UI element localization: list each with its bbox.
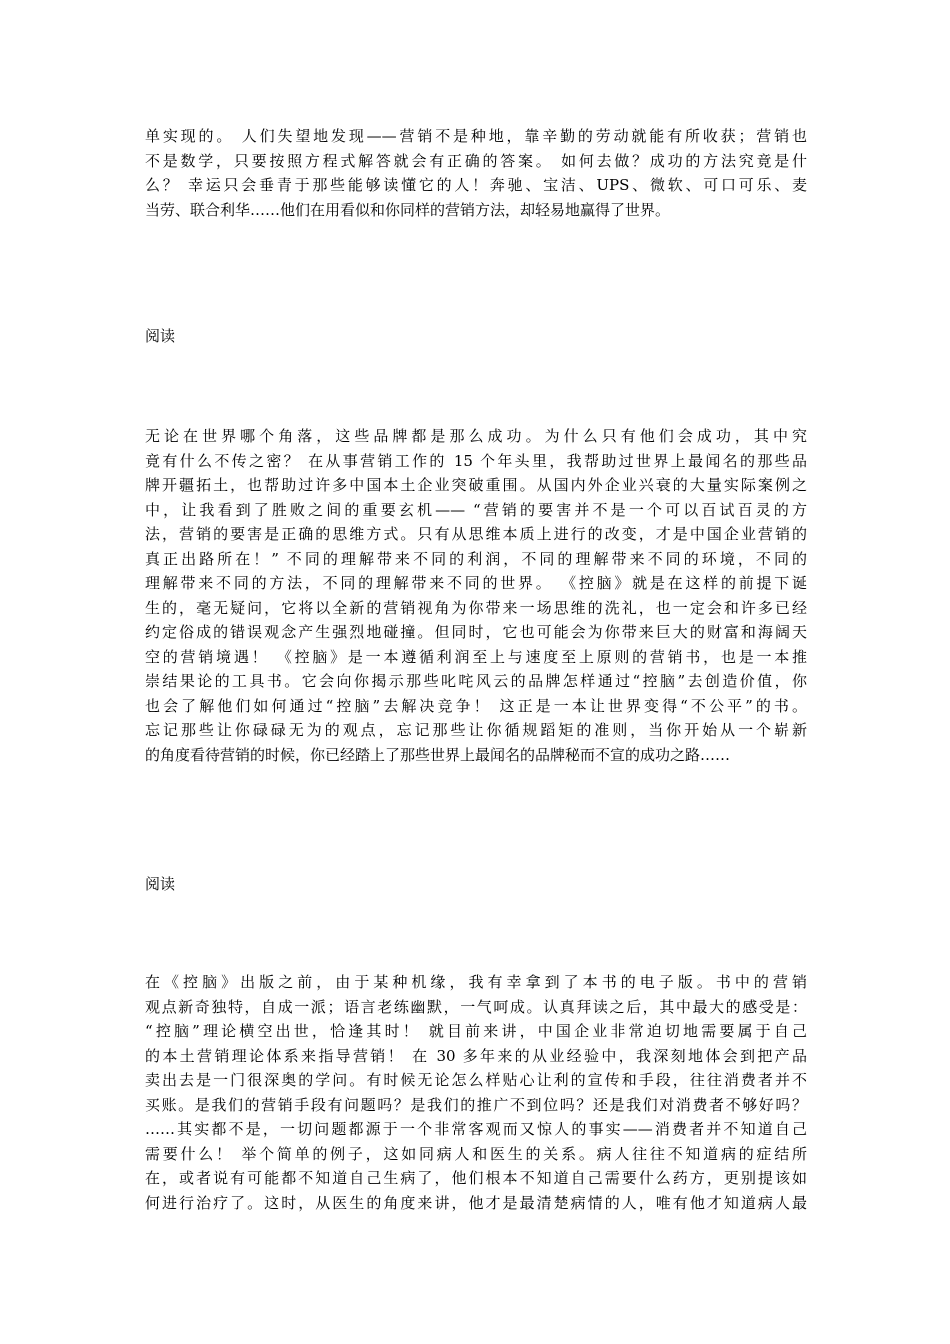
text-line: 的本土营销理论体系来指导营销！ 在 30 多年来的从业经验中，我深刻地体会到把产品 (145, 1046, 807, 1065)
text-line: 理解带来不同的方法，不同的理解带来不同的世界。 《控脑》就是在这样的前提下诞 (145, 574, 807, 592)
paragraph-intro (145, 124, 807, 222)
text-line: 法，营销的要害是正确的思维方式。只有从思维本质上进行的改变，才是中国企业营销的 (145, 525, 807, 543)
text-line: 牌开疆拓土，也帮助过许多中国本土企业突破重围。从国内外企业兴衰的大量实际案例之 (145, 476, 807, 494)
text-line: 中，让我看到了胜败之间的重要玄机—— “营销的要害并不是一个可以百试百灵的方 (145, 500, 807, 519)
text-line: 忘记那些让你碌碌无为的观点，忘记那些让你循规蹈矩的准则，当你开始从一个崭新 (145, 721, 807, 739)
text-line: 在，或者说有可能都不知道自己生病了，他们根本不知道自己需要什么药方，更别提该如 (145, 1169, 807, 1187)
text-line: 需要什么！ 举个简单的例子，这如同病人和医生的关系。病人往往不知道病的症结所 (145, 1144, 807, 1163)
text-line: 崇结果论的工具书。它会向你揭示那些叱咤风云的品牌怎样通过“控脑”去创造价值，你 (145, 672, 807, 690)
text-line: ……其实都不是，一切问题都源于一个非常客观而又惊人的事实——消费者并不知道自己 (145, 1120, 807, 1138)
section-heading-read-2: 阅读 (145, 875, 176, 893)
text-line: 生的，毫无疑问，它将以全新的营销视角为你带来一场思维的洗礼，也一定会和许多已经 (145, 598, 807, 617)
text-line: 不是数学，只要按照方程式解答就会有正确的答案。 如何去做？成功的方法究竟是什 (145, 151, 807, 170)
text-line: 空的营销境遇！ 《控脑》是一本遵循利润至上与速度至上原则的营销书，也是一本推 (145, 647, 807, 666)
text-line: 单实现的。 人们失望地发现——营销不是种地，靠辛勤的劳动就能有所收获；营销也 (145, 127, 807, 145)
text-line: 无论在世界哪个角落，这些品牌都是那么成功。为什么只有他们会成功，其中究 (145, 427, 807, 445)
text-line: 在《控脑》出版之前，由于某种机缘，我有幸拿到了本书的电子版。书中的营销 (145, 973, 807, 991)
text-line: “控脑”理论横空出世，恰逢其时！ 就目前来讲，中国企业非常迫切地需要属于自己 (145, 1022, 807, 1040)
text-line: 真正出路所在！” 不同的理解带来不同的利润，不同的理解带来不同的环境，不同的 (145, 549, 807, 568)
text-line: 卖出去是一门很深奥的学问。有时候无论怎么样贴心让利的宣传和手段，往往消费者并不 (145, 1071, 807, 1089)
paragraph-review (145, 970, 807, 1215)
text-line: 约定俗成的错误观念产生强烈地碰撞。但同时，它也可能会为你带来巨大的财富和海阔天 (145, 623, 807, 641)
text-line: 何进行治疗了。这时，从医生的角度来讲，他才是最清楚病情的人，唯有他才知道病人最 (145, 1193, 807, 1212)
text-line: 当劳、联合利华……他们在用看似和你同样的营销方法，却轻易地赢得了世界。 (145, 200, 671, 219)
text-line: 竟有什么不传之密？ 在从事营销工作的 15 个年头里，我帮助过世界上最闻名的那些品 (145, 451, 807, 470)
text-line: 观点新奇独特，自成一派；语言老练幽默，一气呵成。认真拜读之后，其中最大的感受是： (145, 997, 807, 1016)
text-line: 的角度看待营销的时候，你已经踏上了那些世界上最闻名的品牌秘而不宣的成功之路…… (145, 745, 731, 764)
text-line: 也会了解他们如何通过“控脑”去解决竞争！ 这正是一本让世界变得“不公平”的书。 (145, 696, 807, 715)
section-heading-read-1: 阅读 (145, 327, 176, 345)
text-line: 买账。是我们的营销手段有问题吗？是我们的推广不到位吗？还是我们对消费者不够好吗？ (145, 1095, 807, 1114)
text-line: 么？ 幸运只会垂青于那些能够读懂它的人！奔驰、宝洁、UPS、微软、可口可乐、麦 (145, 176, 807, 194)
paragraph-main (145, 424, 807, 767)
